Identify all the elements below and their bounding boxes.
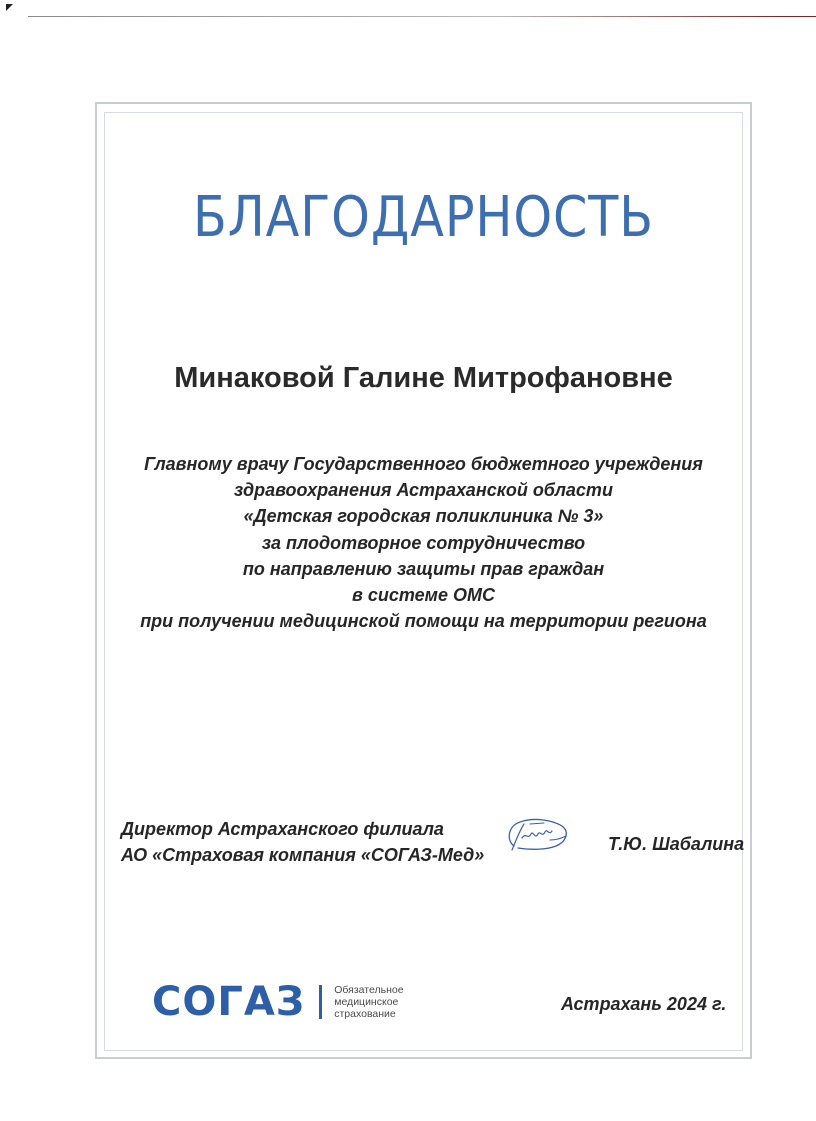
scan-corner-mark: [6, 4, 13, 11]
certificate-title: БЛАГОДАРНОСТЬ: [193, 185, 654, 250]
logo-subtitle-line3: страхование: [334, 1008, 396, 1020]
logo-wordmark: СОГАЗ: [152, 979, 306, 1025]
award-description: [95, 451, 752, 634]
place-and-date: Астрахань 2024 г.: [561, 994, 727, 1014]
signer-position-line2: АО «Страховая компания «СОГАЗ-Мед»: [121, 845, 485, 865]
signer-position-line1: Директор Астраханского филиала: [121, 819, 444, 839]
sogaz-logo: [152, 980, 404, 1024]
signer-name: Т.Ю. Шабалина: [608, 834, 745, 854]
logo-divider: [319, 985, 322, 1019]
handwritten-signature: [500, 810, 574, 860]
description-line: при получении медицинской помощи на территории региона: [140, 611, 707, 632]
logo-subtitle-line2: медицинское: [334, 996, 399, 1008]
description-line: Главному врачу Государственного бюджетного учреждения: [144, 454, 703, 474]
description-line: по направлению защиты прав граждан: [242, 558, 605, 579]
scan-edge-line: [28, 16, 816, 17]
logo-subtitle: [334, 984, 403, 1020]
description-line: в системе ОМС: [352, 585, 495, 606]
description-line: за плодотворное сотрудничество: [261, 532, 586, 553]
recipient-name: Минаковой Галине Митрофановне: [174, 362, 673, 394]
description-line: «Детская городская поликлиника № 3»: [243, 506, 604, 527]
description-line: здравоохранения Астраханской области: [234, 480, 613, 501]
logo-subtitle-line1: Обязательное: [334, 984, 404, 996]
signer-position: [121, 816, 484, 868]
